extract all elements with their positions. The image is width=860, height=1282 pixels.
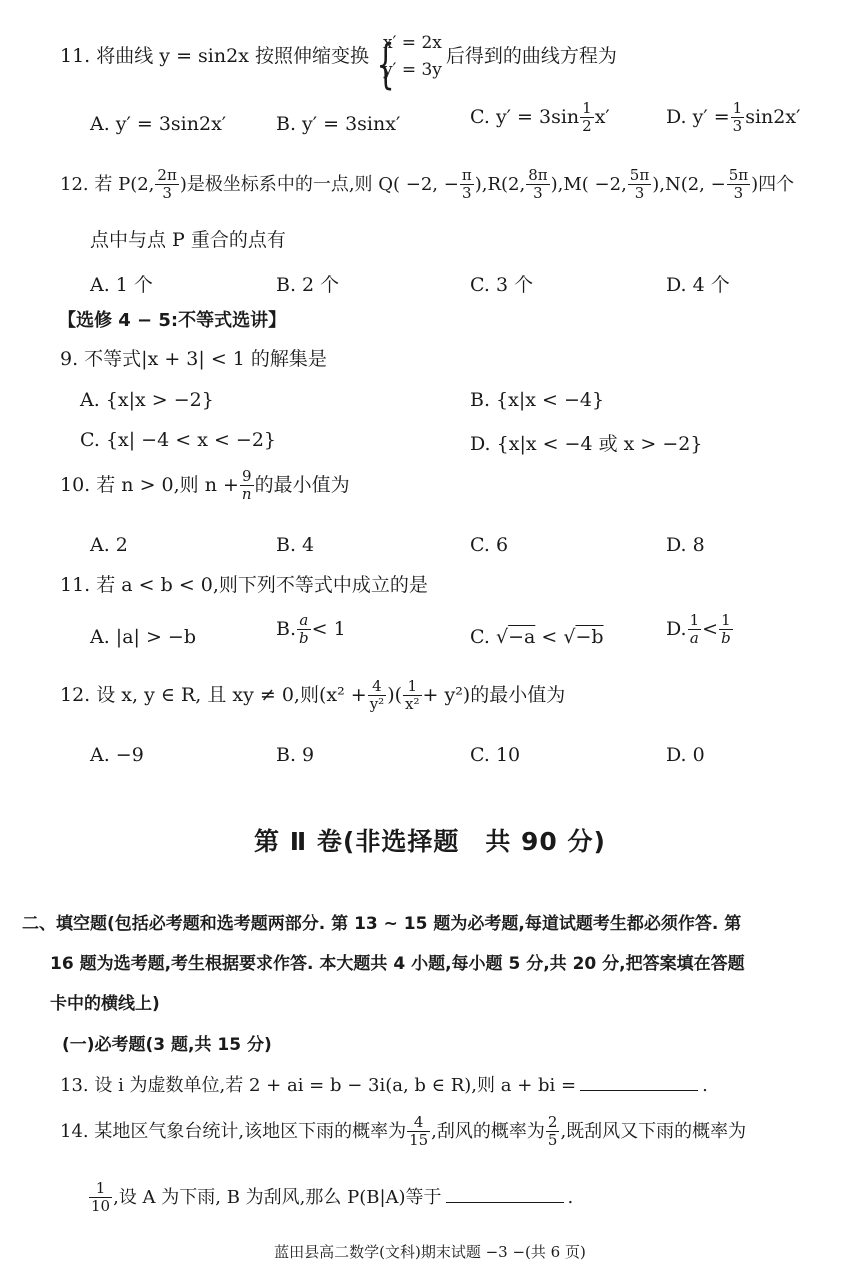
- option-c: C. y′ = 3sin $\frac{1}{2}$ x′: [470, 99, 610, 136]
- option-d: D. $\frac{1}{a}$ < $\frac{1}{b}$: [666, 611, 731, 648]
- option-c: C. 6: [470, 534, 509, 556]
- transform-system: { x′ = 2x y′ = 3y: [373, 30, 442, 84]
- fraction: $\frac{1}{2}$: [582, 99, 592, 136]
- fraction: $\frac{1}{b}$: [721, 611, 731, 648]
- option-a: A. y′ = 3sin2x′: [90, 113, 227, 135]
- fraction: $\frac{a}{b}$: [299, 611, 309, 648]
- question-11-ineq: 11. 若 a < b < 0,则下列不等式中成立的是: [60, 574, 428, 596]
- fraction: $\frac{1}{\text{x²}}$: [405, 677, 420, 714]
- option-c: C. {x| −4 < x < −2}: [80, 429, 277, 451]
- option-c: C. √−a < √−b: [470, 626, 604, 648]
- option-d: D. 8: [666, 534, 705, 556]
- fill-intro-line1: 二、填空题(包括必考题和选考题两部分. 第 13 ~ 15 题为必考题,每道试题考生都必须作答. 第: [22, 914, 742, 934]
- fraction: $\frac{2}{5}$: [547, 1113, 558, 1150]
- fraction: $\frac{9}{n}$: [241, 467, 252, 504]
- fraction: $\frac{8\pi}{3}$: [528, 166, 548, 203]
- answer-blank[interactable]: [580, 1076, 698, 1091]
- option-b: B. 9: [276, 744, 315, 766]
- fraction: $\frac{1}{a}$: [689, 611, 700, 648]
- question-9: 9. 不等式|x + 3| < 1 的解集是: [60, 348, 327, 370]
- section-heading: 【选修 4 − 5:不等式选讲】: [58, 310, 287, 331]
- option-c: C. 10: [470, 744, 521, 766]
- option-a: A. {x|x > −2}: [80, 389, 214, 411]
- fraction: $\frac{1}{3}$: [732, 99, 743, 136]
- part-title: 第 Ⅱ 卷(非选择题 共 90 分): [254, 827, 606, 856]
- fill-intro-line2: 16 题为选考题,考生根据要求作答. 本大题共 4 小题,每小题 5 分,共 20 分,把答案填在答题: [50, 954, 745, 974]
- option-d: D. 4 个: [666, 274, 730, 296]
- option-b: B. 4: [276, 534, 315, 556]
- option-d: D. 0: [666, 744, 705, 766]
- fraction: $\frac{1}{10}$: [91, 1179, 111, 1216]
- answer-blank[interactable]: [446, 1188, 564, 1203]
- question-12-polar: 12. 若 P(2, $\frac{2\pi}{3}$ )是极坐标系中的一点,则 Q( −2, − $\frac{\pi}{3}$ ),R(2, $\frac{8\pi}{3}$ ),M( −2, $\frac{5\pi}{3}$ ),N(2, − $\frac{5\pi}{3}$ )四个: [60, 166, 795, 203]
- option-b: B. 2 个: [276, 274, 340, 296]
- option-d: D. y′ = $\frac{1}{3}$ sin2x′: [666, 99, 801, 136]
- question-14: 14. 某地区气象台统计,该地区下雨的概率为 $\frac{4}{15}$ ,刮风的概率为 $\frac{2}{5}$ ,既刮风又下雨的概率为: [60, 1113, 747, 1150]
- fraction: $\frac{5\pi}{3}$: [629, 166, 650, 203]
- fraction: $\frac{2\pi}{3}$: [157, 166, 177, 203]
- option-d: D. {x|x < −4 或 x > −2}: [470, 433, 703, 455]
- fraction: $\frac{4}{15}$: [409, 1113, 429, 1150]
- subsection-heading: (一)必考题(3 题,共 15 分): [62, 1035, 272, 1055]
- option-a: A. 2: [90, 534, 128, 556]
- fill-intro-line3: 卡中的横线上): [50, 994, 160, 1014]
- question-10: 10. 若 n > 0,则 n + $\frac{9}{n}$ 的最小值为: [60, 467, 350, 504]
- option-c: C. 3 个: [470, 274, 534, 296]
- question-11-polar: 11. 将曲线 y = sin2x 按照伸缩变换 { x′ = 2x y′ = 3y 后得到的曲线方程为: [60, 30, 617, 84]
- fraction: $\frac{5\pi}{3}$: [728, 166, 749, 203]
- fraction: $\frac{4}{\text{y²}}$: [369, 677, 385, 714]
- option-b: B. {x|x < −4}: [470, 389, 605, 411]
- question-14-line2: $\frac{1}{10}$ ,设 A 为下雨, B 为刮风,那么 P(B|A)等于 .: [91, 1179, 574, 1216]
- question-12-ineq: 12. 设 x, y ∈ R, 且 xy ≠ 0,则(x² + $\frac{4}{\text{y²}}$ )( $\frac{1}{\text{x²}}$ + y²)的最小值为: [60, 677, 566, 714]
- fraction: $\frac{\pi}{3}$: [461, 166, 472, 203]
- option-a: A. 1 个: [90, 274, 153, 296]
- option-b: B. y′ = 3sinx′: [276, 113, 401, 135]
- question-12-line2: 点中与点 P 重合的点有: [90, 229, 286, 251]
- question-13: 13. 设 i 为虚数单位,若 2 + ai = b − 3i(a, b ∈ R),则 a + bi = .: [60, 1075, 708, 1096]
- option-b: B. $\frac{a}{b}$ < 1: [276, 611, 346, 648]
- page-footer: 蓝田县高二数学(文科)期末试题 −3 −(共 6 页): [274, 1243, 586, 1261]
- option-a: A. |a| > −b: [90, 626, 197, 648]
- option-a: A. −9: [90, 744, 144, 766]
